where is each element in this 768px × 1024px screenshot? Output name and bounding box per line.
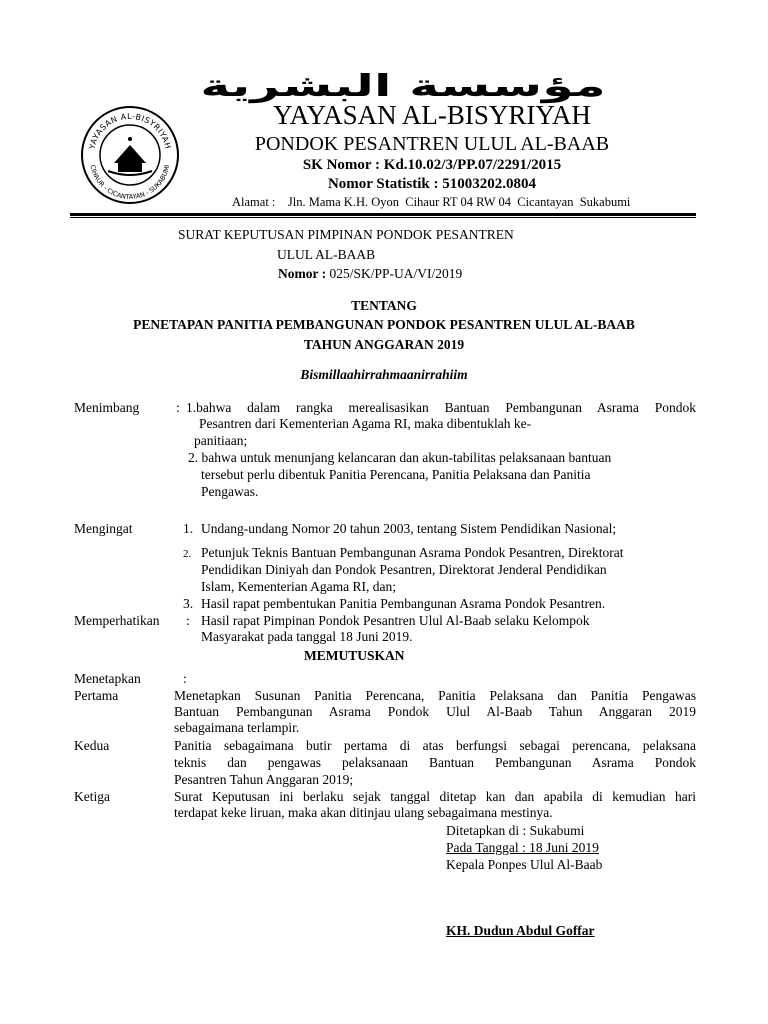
decree-number-label: Nomor : xyxy=(278,266,327,281)
menimbang-label: Menimbang xyxy=(74,400,140,415)
statistic-number: Nomor Statistik : 51003202.0804 xyxy=(327,176,537,192)
mengingat-item2-line2: Pendidikan Diniyah dan Pondok Pesantren, Direktorat Jenderal Pendidikan xyxy=(201,562,607,577)
menimbang-item2-line1: 2. bahwa untuk menunjang kelancaran dan akun-tabilitas pelaksanaan bantuan xyxy=(188,450,612,465)
menetapkan-colon: : xyxy=(183,671,187,686)
mengingat-item2-line1: Petunjuk Teknis Bantuan Pembangunan Asrama Pondok Pesantren, Direktorat xyxy=(201,545,624,560)
bismillah: Bismillaahirrahmaanirrahiim xyxy=(300,367,468,382)
kedua-line2: teknis dan pengawas pelaksanaan Bantuan Pembangunan Asrama Pondok xyxy=(174,755,696,770)
mengingat-item2-line3: Islam, Kementerian Agama RI, dan; xyxy=(201,579,396,594)
svg-text:CIHAUR - CICANTAYAN - SUKABUMI: CIHAUR - CICANTAYAN - SUKABUMI xyxy=(88,163,172,202)
menimbang-item1-line2: Pesantren dari Kementerian Agama RI, maka dibentuklah ke- xyxy=(199,416,532,431)
mengingat-item3: Hasil rapat pembentukan Panitia Pembangunan Asrama Pondok Pesantren. xyxy=(201,596,606,611)
menetapkan-label: Menetapkan xyxy=(74,671,141,686)
signatory-name: KH. Dudun Abdul Goffar xyxy=(446,923,595,938)
decree-title-line2: ULUL AL-BAAB xyxy=(277,247,376,262)
mengingat-n3: 3. xyxy=(183,596,194,611)
memperhatikan-line1: Hasil rapat Pimpinan Pondok Pesantren Ulul Al-Baab selaku Kelompok xyxy=(201,613,590,628)
school-name: PONDOK PESANTREN ULUL AL-BAAB xyxy=(254,133,610,155)
mengingat-item1: Undang-undang Nomor 20 tahun 2003, tentang Sistem Pendidikan Nasional; xyxy=(201,521,617,536)
signature-position: Kepala Ponpes Ulul Al-Baab xyxy=(446,857,603,872)
menimbang-colon: : xyxy=(176,400,180,415)
pertama-line1: Menetapkan Susunan Panitia Perencana, Panitia Pelaksana dan Panitia Pengawas xyxy=(174,688,696,703)
header-rule-thin xyxy=(70,217,696,218)
menimbang-item2-line2: tersebut perlu dibentuk Panitia Perencana, Panitia Pelaksana dan Panitia xyxy=(201,467,591,482)
pertama-label: Pertama xyxy=(74,688,119,703)
subject-line1: PENETAPAN PANITIA PEMBANGUNAN PONDOK PESANTREN ULUL AL-BAAB xyxy=(133,317,635,332)
kedua-line1: Panitia sebagaimana butir pertama di atas berfungsi sebagai perencana, pelaksana xyxy=(174,738,696,753)
sk-number: SK Nomor : Kd.10.02/3/PP.07/2291/2015 xyxy=(302,157,562,173)
pertama-line3: sebagaimana terlampir. xyxy=(174,720,300,735)
ketiga-line1: Surat Keputusan ini berlaku sejak tanggal ditetap kan dan apabila di kemudian hari xyxy=(174,789,696,804)
header-rule-thick xyxy=(70,213,696,216)
signature-date: Pada Tanggal : 18 Juni 2019 xyxy=(446,840,599,855)
menimbang-item2-line3: Pengawas. xyxy=(201,484,259,499)
decree-number xyxy=(278,266,462,282)
decree-title-line1: SURAT KEPUTUSAN PIMPINAN PONDOK PESANTREN xyxy=(178,227,514,242)
kedua-line3: Pesantren Tahun Anggaran 2019; xyxy=(174,772,354,787)
tentang-heading: TENTANG xyxy=(351,298,417,313)
kedua-label: Kedua xyxy=(74,738,110,753)
address: Alamat : Jln. Mama K.H. Oyon Cihaur RT 04 RW 04 Cicantayan Sukabumi xyxy=(232,195,631,209)
mengingat-n1: 1. xyxy=(183,521,194,536)
ketiga-line2: terdapat keke liruan, maka akan ditinjau ulang sebagaimana mestinya. xyxy=(174,805,553,820)
org-name: YAYASAN AL-BISYRIYAH xyxy=(273,100,591,130)
signature-place: Ditetapkan di : Sukabumi xyxy=(446,823,585,838)
memperhatikan-line2: Masyarakat pada tanggal 18 Juni 2019. xyxy=(201,629,413,644)
ketiga-label: Ketiga xyxy=(74,789,110,804)
memutuskan-heading: MEMUTUSKAN xyxy=(304,648,405,663)
decree-number-value: 025/SK/PP-UA/VI/2019 xyxy=(326,266,463,281)
arabic-calligraphy: مؤسسة البشرية xyxy=(200,69,606,104)
pertama-line2: Bantuan Pembangunan Asrama Pondok Ulul Al-Baab Tahun Anggaran 2019 xyxy=(174,704,696,719)
mengingat-n2: 2. xyxy=(183,548,192,560)
memperhatikan-colon: : xyxy=(186,613,190,628)
memperhatikan-label: Memperhatikan xyxy=(74,613,160,628)
menimbang-item1-line1: 1.bahwa dalam rangka merealisasikan Bantuan Pembangunan Asrama Pondok xyxy=(186,400,696,415)
svg-text:YAYASAN AL-BISYRIYAH: YAYASAN AL-BISYRIYAH xyxy=(87,111,173,151)
subject-line2: TAHUN ANGGARAN 2019 xyxy=(303,337,465,352)
menimbang-item1-line3: panitiaan; xyxy=(194,433,248,448)
mengingat-label: Mengingat xyxy=(74,521,133,536)
